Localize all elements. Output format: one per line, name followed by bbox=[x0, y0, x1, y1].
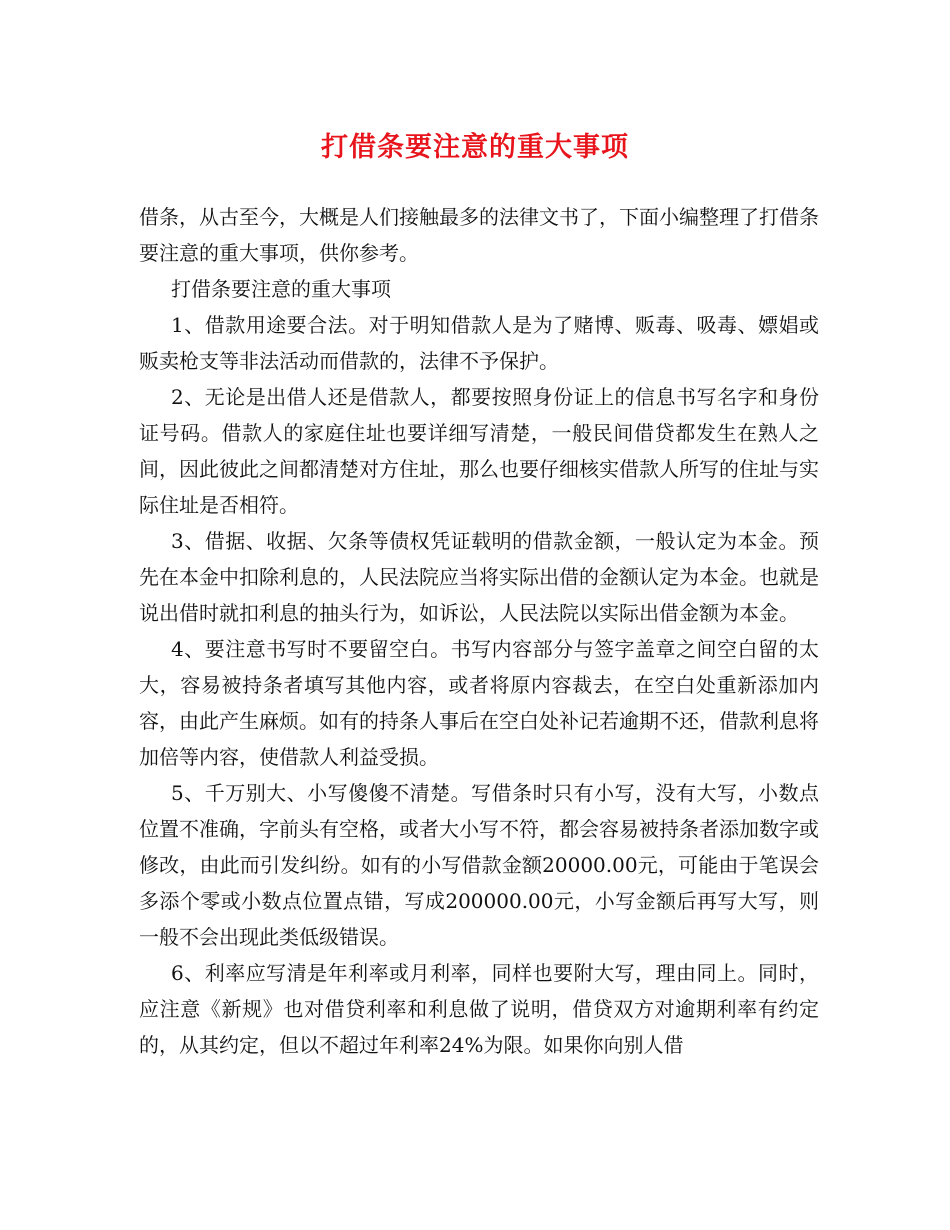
document-body bbox=[139, 199, 819, 1063]
document-title: 打借条要注意的重大事项 bbox=[321, 132, 629, 163]
list-item: 3、借据、收据、欠条等债权凭证载明的借款金额，一般认定为本金。预先在本金中扣除利息的，人民法院应当将实际出借的金额认定为本金。也就是说出借时就扣利息的抽头行为，如诉讼，人民法院以实际出借金额为本金。 bbox=[139, 529, 819, 625]
intro-paragraph: 借条，从古至今，大概是人们接触最多的法律文书了，下面小编整理了打借条要注意的重大事项，供你参考。 bbox=[139, 205, 819, 265]
section-subheading: 打借条要注意的重大事项 bbox=[171, 277, 391, 301]
list-item: 5、千万别大、小写傻傻不清楚。写借条时只有小写，没有大写，小数点位置不准确，字前头有空格，或者大小写不符，都会容易被持条者添加数字或修改，由此而引发纠纷。如有的小写借款金额20000.00元，可能由于笔误会多添个零或小数点位置点错，写成200000.00元，小写金额后再写大写，则一般不会出现此类低级错误。 bbox=[139, 781, 819, 949]
list-item: 1、借款用途要合法。对于明知借款人是为了赌博、贩毒、吸毒、嫖娼或贩卖枪支等非法活动而借款的，法律不予保护。 bbox=[139, 313, 819, 373]
list-item: 4、要注意书写时不要留空白。书写内容部分与签字盖章之间空白留的太大，容易被持条者填写其他内容，或者将原内容裁去，在空白处重新添加内容，由此产生麻烦。如有的持条人事后在空白处补记若逾期不还，借款利息将加倍等内容，使借款人利益受损。 bbox=[139, 637, 819, 769]
list-item: 2、无论是出借人还是借款人，都要按照身份证上的信息书写名字和身份证号码。借款人的家庭住址也要详细写清楚，一般民间借贷都发生在熟人之间，因此彼此之间都清楚对方住址，那么也要仔细核实借款人所写的住址与实际住址是否相符。 bbox=[139, 385, 819, 517]
list-item: 6、利率应写清是年利率或月利率，同样也要附大写，理由同上。同时，应注意《新规》也对借贷利率和利息做了说明，借贷双方对逾期利率有约定的，从其约定，但以不超过年利率24%为限。如果你向别人借 bbox=[139, 961, 819, 1057]
